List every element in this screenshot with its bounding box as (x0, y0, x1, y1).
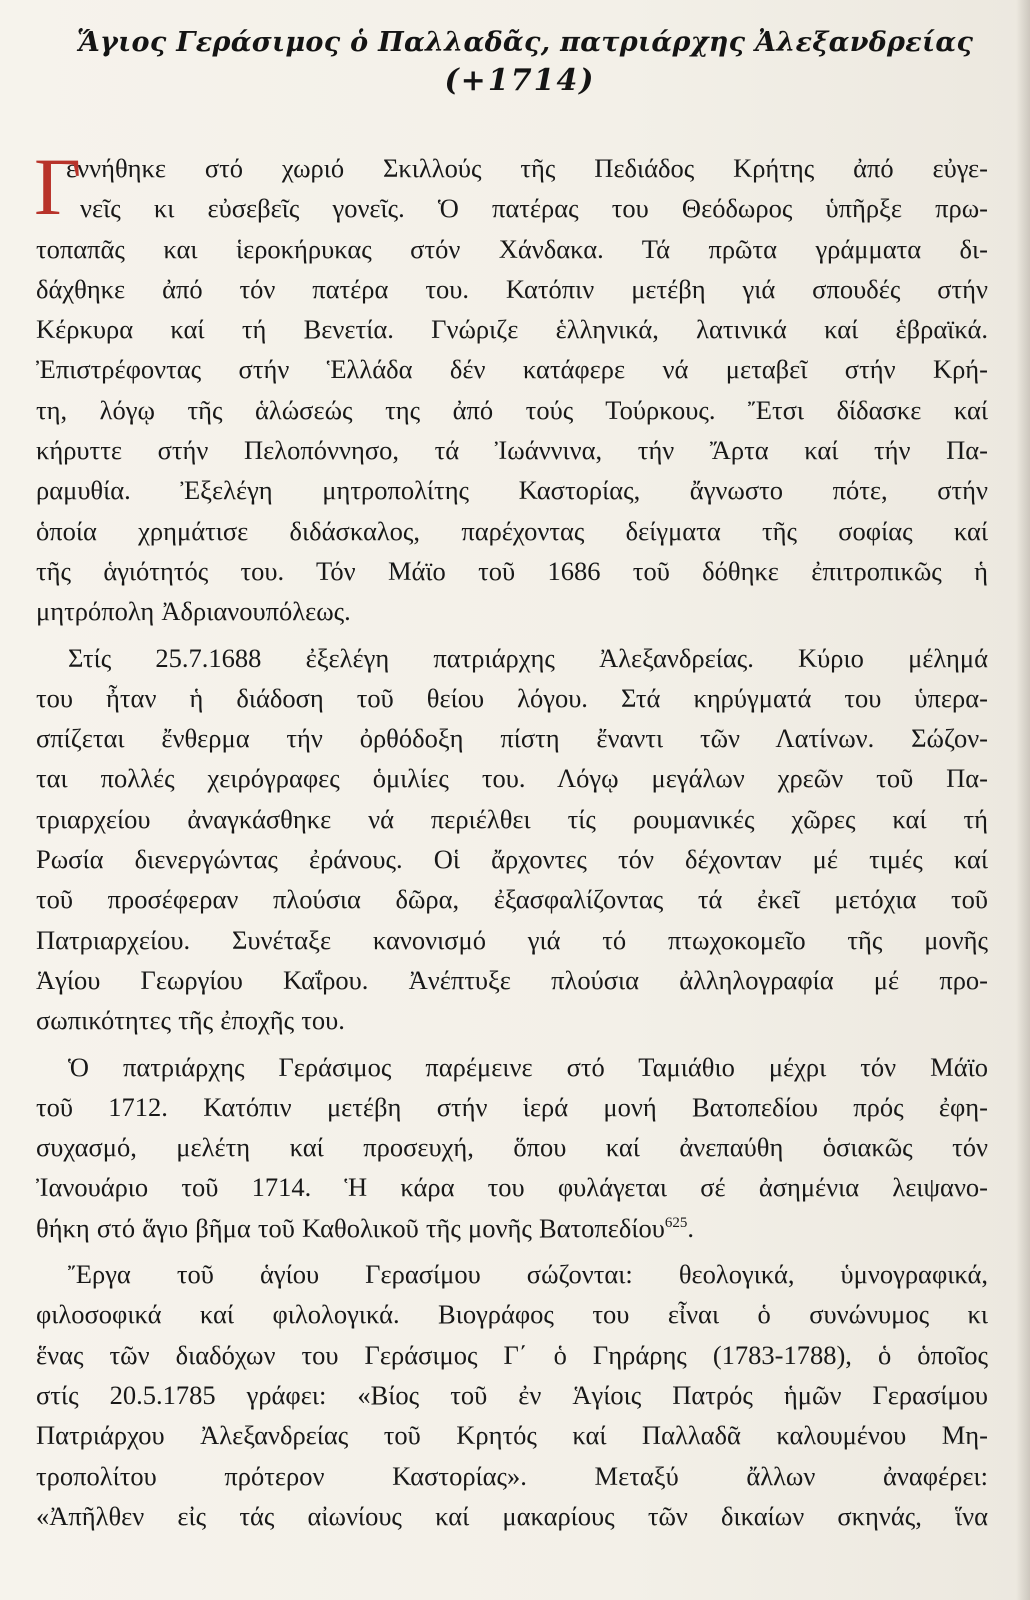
title-line-2: (+1714) (444, 63, 596, 98)
text-line: εννήθηκε στό χωριό Σκιλλούς τῆς Πεδιάδος Κρήτης ἀπό εὐγε- (66, 153, 988, 183)
text-line: σπίζεται ἔνθερμα τήν ὀρθόδοξη πίστη ἔναντι τῶν Λατίνων. Σώζον- (36, 723, 988, 754)
text-line: Ἁγίου Γεωργίου Καΐρου. Ἀνέπτυξε πλούσια ἀλληλογραφία μέ προ- (36, 964, 988, 995)
text-line: «Ἀπῆλθεν εἰς τάς αἰωνίους καί μακαρίους τῶν δικαίων σκηνάς, ἵνα (36, 1500, 988, 1531)
text-line: ται πολλές χειρόγραφες ὁμιλίες του. Λόγῳ μεγάλων χρεῶν τοῦ Πα- (36, 763, 988, 794)
body-text (34, 141, 988, 1536)
text-line: θήκη στό ἅγιο βῆμα τοῦ Καθολικοῦ τῆς μονῆς Βατοπεδίου$^{625}$. (36, 1212, 695, 1243)
text-line: ὁποία χρημάτισε διδάσκαλος, παρέχοντας δείγματα τῆς σοφίας καί (36, 515, 988, 546)
text-line: τοῦ προσέφεραν πλούσια δῶρα, ἐξασφαλίζοντας τά ἐκεῖ μετόχια τοῦ (36, 884, 988, 915)
text-line: του ἦταν ἡ διάδοση τοῦ θείου λόγου. Στά κηρύγματά του ὑπερα- (36, 682, 988, 713)
text-line: τοπαπᾶς και ἱεροκήρυκας στόν Χάνδακα. Τά πρῶτα γράμματα δι- (36, 233, 988, 264)
page-edge-shadow (1016, 0, 1030, 1600)
text-line: τη, λόγῳ τῆς ἁλώσεώς της ἀπό τούς Τούρκους. Ἔτσι δίδασκε καί (36, 394, 988, 425)
text-line: Ρωσία διενεργώντας ἐράνους. Οἱ ἄρχοντες τόν δέχονταν μέ τιμές καί (36, 844, 988, 875)
text-line: Κέρκυρα καί τή Βενετία. Γνώριζε ἑλληνικά, λατινικά καί ἑβραϊκά. (36, 314, 988, 345)
paragraph-4 (36, 1254, 988, 1536)
text-line: ραμυθία. Ἐξελέγη μητροπολίτης Καστορίας, ἄγνωστο πότε, στήν (36, 475, 988, 506)
text-line: Ἔργα τοῦ ἁγίου Γερασίμου σώζονται: θεολογικά, ὑμνογραφικά, (68, 1259, 988, 1290)
text-line: Στίς 25.7.1688 ἐξελέγη πατριάρχης Ἀλεξανδρείας. Κύριο μέλημά (68, 642, 988, 673)
chapter-title (0, 24, 1030, 100)
text-line: τοῦ 1712. Κατόπιν μετέβη στήν ἱερά μονή Βατοπεδίου πρός ἐφη- (36, 1091, 988, 1122)
text-line: φιλοσοφικά καί φιλολογικά. Βιογράφος του εἶναι ὁ συνώνυμος κι (36, 1299, 988, 1330)
text-line: τροπολίτου πρότερον Καστορίας». Μεταξύ ἄλλων ἀναφέρει: (36, 1460, 988, 1491)
text-line: ἕνας τῶν διαδόχων του Γεράσιμος Γ΄ ὁ Γηράρης (1783-1788), ὁ ὁποῖος (36, 1339, 988, 1370)
text-line: Πατριαρχείου. Συνέταξε κανονισμό γιά τό πτωχοκομεῖο τῆς μονῆς (36, 924, 988, 955)
text-line: τριαρχείου ἀναγκάσθηκε νά περιέλθει τίς ρουμανικές χῶρες καί τή (36, 803, 988, 834)
drop-cap: Γ (34, 141, 82, 232)
text-line: Πατριάρχου Ἀλεξανδρείας τοῦ Κρητός καί Παλλαδᾶ καλουμένου Μη- (36, 1420, 988, 1451)
paragraph-3 (36, 1047, 988, 1248)
footnote-reference[interactable]: 625 (664, 1214, 688, 1231)
text-line-content: θήκη στό ἅγιο βῆμα τοῦ Καθολικοῦ τῆς μονῆς Βατοπεδίου (36, 1212, 665, 1243)
text-line: Ἰανουάριο τοῦ 1714. Ἡ κάρα του φυλάγεται σέ ἀσημένια λειψανο- (36, 1172, 988, 1203)
text-line: τῆς ἁγιότητός του. Τόν Μάϊο τοῦ 1686 τοῦ δόθηκε ἐπιτροπικῶς ἡ (36, 555, 988, 586)
text-line: συχασμό, μελέτη καί προσευχή, ὅπου καί ἀνεπαύθη ὁσιακῶς τόν (36, 1132, 988, 1163)
text-line: νεῖς κι εὐσεβεῖς γονεῖς. Ὁ πατέρας του Θεόδωρος ὑπῆρξε πρω- (80, 193, 988, 224)
text-line: μητρόπολη Ἀδριανουπόλεως. (36, 596, 351, 627)
text-line: σωπικότητες τῆς ἐποχῆς του. (36, 1005, 345, 1036)
text-line: στίς 20.5.1785 γράφει: «Βίος τοῦ ἐν Ἁγίοις Πατρός ἡμῶν Γερασίμου (36, 1379, 988, 1410)
text-line: κήρυττε στήν Πελοπόννησο, τά Ἰωάννινα, τήν Ἄρτα καί τήν Πα- (36, 435, 988, 466)
text-line: δάχθηκε ἀπό τόν πατέρα του. Κατόπιν μετέβη γιά σπουδές στήν (36, 273, 988, 304)
paragraph-1 (34, 141, 988, 632)
title-line-1: Ἅγιος Γεράσιμος ὁ Παλλαδᾶς, πατριάρχης Ἀλεξανδρείας (76, 27, 974, 58)
paragraph-2 (36, 638, 988, 1041)
text-line: Ἐπιστρέφοντας στήν Ἑλλάδα δέν κατάφερε νά μεταβεῖ στήν Κρή- (36, 354, 988, 385)
text-line: Ὁ πατριάρχης Γεράσιμος παρέμεινε στό Ταμιάθιο μέχρι τόν Μάϊο (68, 1051, 988, 1082)
